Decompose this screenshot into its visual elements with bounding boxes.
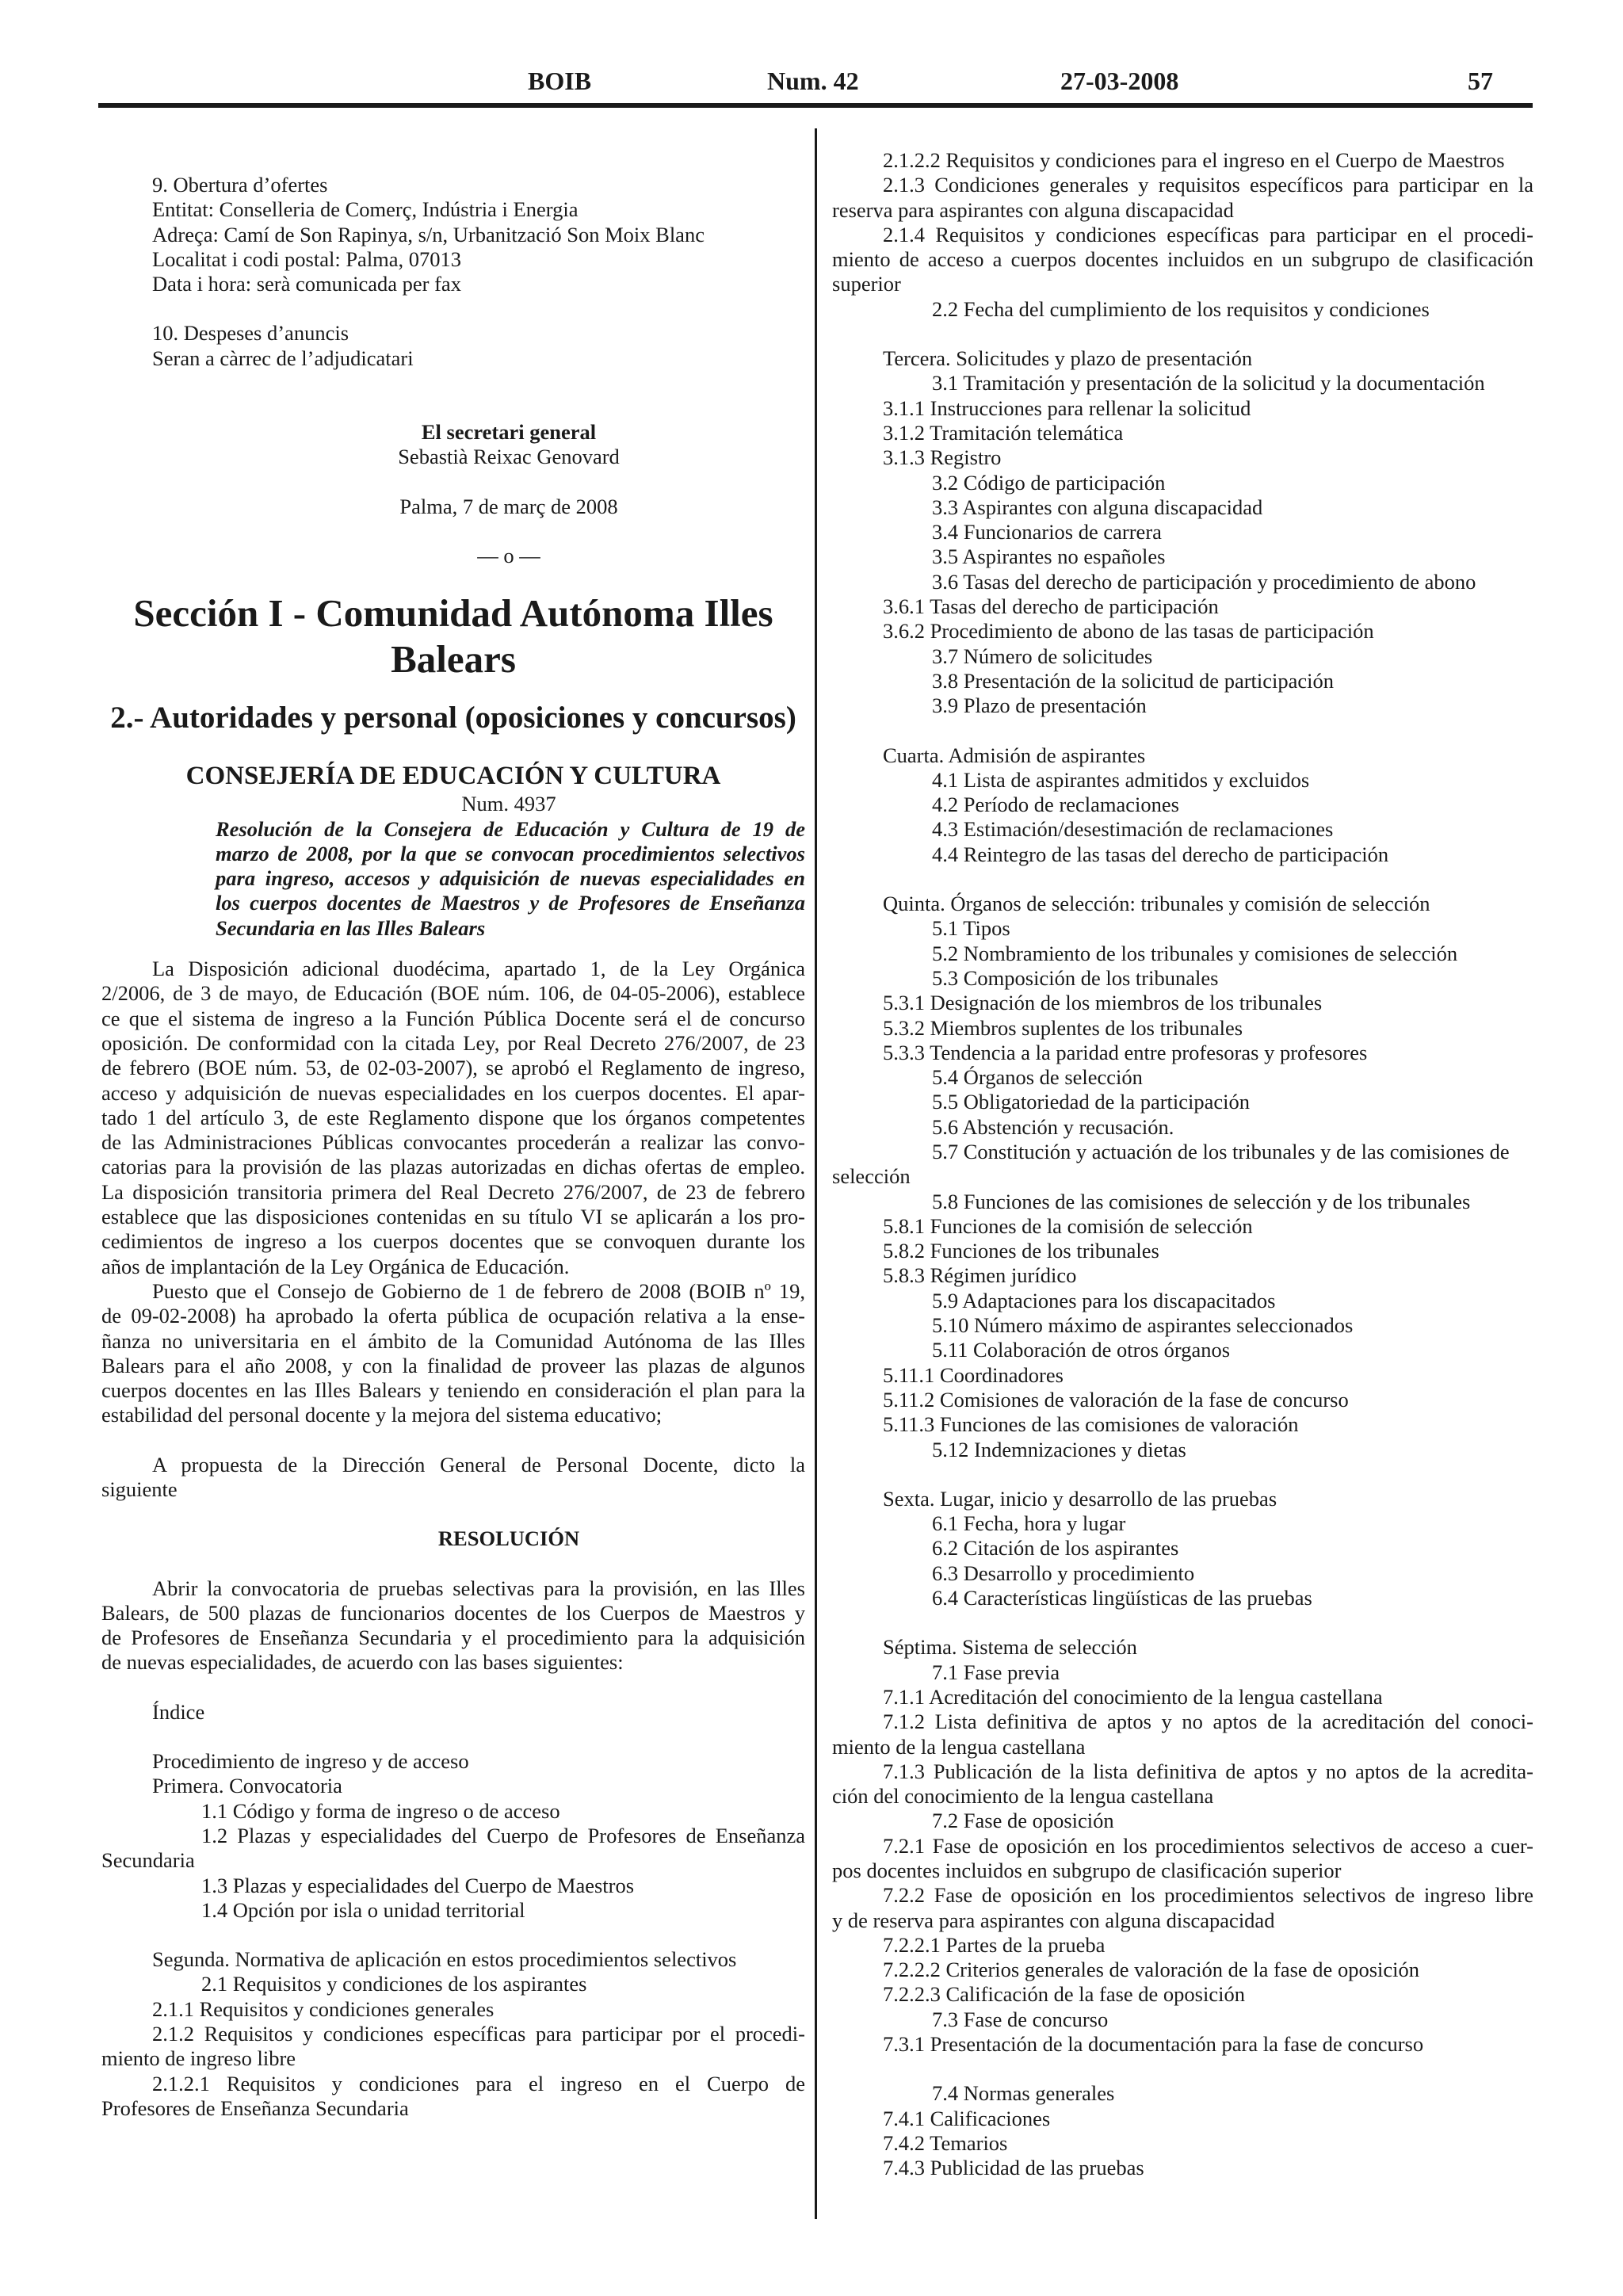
toc-item: Primera. Convocatoria <box>152 1774 342 1798</box>
place-date: Palma, 7 de març de 2008 <box>399 494 618 518</box>
signer-name: Sebastià Reixac Genovard <box>398 445 620 469</box>
paragraph-line: años de implantación de la Ley Orgánica de Educación. <box>101 1254 570 1278</box>
toc-item: 7.1.2 Lista definitiva de aptos y no aptos de la acreditación del conoci- <box>883 1710 1533 1734</box>
toc-item: 5.11.1 Coordinadores <box>883 1362 1064 1387</box>
despeses-line: 10. Despeses d’anuncis <box>152 321 349 346</box>
toc-item: 7.1 Fase previa <box>932 1660 1060 1684</box>
toc-item: 1.4 Opción por isla o unidad territorial <box>201 1897 525 1922</box>
issue-date: 27-03-2008 <box>1060 67 1179 95</box>
column-divider <box>815 128 817 2219</box>
toc-item: 1.1 Código y forma de ingreso o de acceso <box>201 1798 560 1823</box>
section-title-line: Balears <box>391 637 516 682</box>
signer-title: El secretari general <box>421 420 597 445</box>
toc-item: 2.1.2 Requisitos y condiciones específicas para participar por el procedi- <box>152 2022 805 2046</box>
toc-item: 5.3.3 Tendencia a la paridad entre profesoras y profesores <box>883 1040 1368 1064</box>
paragraph-line: A propuesta de la Dirección General de Personal Docente, dicto la <box>152 1452 805 1477</box>
toc-item: 2.1.1 Requisitos y condiciones generales <box>152 1996 495 2021</box>
toc-item: 3.6 Tasas del derecho de participación y procedimiento de abono <box>932 569 1476 594</box>
section-title <box>101 590 805 682</box>
toc-item: 3.5 Aspirantes no españoles <box>932 544 1166 569</box>
toc-item: 7.2.2.1 Partes de la prueba <box>883 1932 1106 1957</box>
toc-item: pos docentes incluidos en subgrupo de clasificación superior <box>832 1859 1342 1882</box>
paragraph-line: de las Administraciones Públicas convocantes procederán a realizar las convo- <box>101 1130 805 1155</box>
consejeria-heading: CONSEJERÍA DE EDUCACIÓN Y CULTURA <box>185 762 721 791</box>
spacer <box>832 322 1533 346</box>
issue-number: Num. 42 <box>767 67 859 95</box>
toc-item: 3.8 Presentación de la solicitud de participación <box>932 668 1335 693</box>
paragraph-line: Balears para el año 2008, y con la finalidad de proveer las plazas de algunos <box>101 1353 805 1377</box>
toc-item: miento de la lengua castellana <box>832 1734 1086 1759</box>
paragraph-2 <box>101 1279 805 1428</box>
paragraph-line: de nuevas especialidades, de acuerdo con las bases siguientes: <box>101 1650 624 1675</box>
section-subtitle: 2.- Autoridades y personal (oposiciones y concursos) <box>110 701 796 735</box>
toc-item: 5.3.1 Designación de los miembros de los tribunales <box>883 991 1323 1015</box>
toc-item: 7.4.2 Temarios <box>883 2130 1008 2155</box>
toc-item: 4.4 Reintegro de las tasas del derecho de participación <box>932 842 1389 866</box>
paragraph-line: Abrir la convocatoria de pruebas selectivas para la provisión, en las Illes <box>152 1576 805 1600</box>
toc-item: 2.1.4 Requisitos y condiciones específicas para participar en el procedi- <box>883 222 1533 246</box>
toc-item: 3.6.2 Procedimiento de abono de las tasas de participación <box>883 619 1374 644</box>
ofertes-line: 9. Obertura d’ofertes <box>152 173 328 197</box>
paragraph-1 <box>101 957 805 1279</box>
paragraph-line: oposición. De conformidad con la citada Ley, por Real Decreto 276/2007, de 23 <box>101 1030 805 1055</box>
toc-item: Secundaria <box>101 1848 195 1873</box>
toc-item: 5.8.1 Funciones de la comisión de selección <box>883 1213 1253 1238</box>
toc-item: 5.8 Funciones de las comisiones de selección y de los tribunales <box>932 1189 1471 1213</box>
ofertes-line: Adreça: Camí de Son Rapinya, s/n, Urbanització Son Moix Blanc <box>152 222 705 246</box>
toc-item: 5.11.3 Funciones de las comisiones de valoración <box>883 1412 1299 1437</box>
ofertes-block <box>101 173 805 296</box>
toc-item: Procedimiento de ingreso y de acceso <box>152 1749 469 1774</box>
toc-item: 5.7 Constitución y actuación de los tribunales y de las comisiones de <box>932 1139 1510 1163</box>
toc-item: 7.2 Fase de oposición <box>932 1809 1114 1833</box>
toc-item: 1.3 Plazas y especialidades del Cuerpo de Maestros <box>201 1873 635 1897</box>
toc-item: superior <box>832 272 901 296</box>
despeses-block <box>101 321 805 371</box>
toc-item: 2.1.2.2 Requisitos y condiciones para el ingreso en el Cuerpo de Maestros <box>883 148 1505 172</box>
toc-item: 5.5 Obligatoriedad de la participación <box>932 1090 1251 1114</box>
toc-item: 3.9 Plazo de presentación <box>932 693 1147 718</box>
toc-item: 7.2.2.2 Criterios generales de valoración de la fase de oposición <box>883 1958 1419 1982</box>
toc-item: 4.1 Lista de aspirantes admitidos y excluidos <box>932 767 1310 792</box>
toc-item: 7.3.1 Presentación de la documentación para la fase de concurso <box>883 2032 1424 2057</box>
resolution-summary <box>101 817 805 941</box>
toc-item: 5.3.2 Miembros suplentes de los tribunales <box>883 1015 1243 1040</box>
paragraph-line: tado 1 del artículo 3, de este Reglamento dispone que los órganos competentes <box>101 1105 805 1129</box>
summary-line: los cuerpos docentes de Maestros y de Profesores de Enseñanza <box>216 891 805 915</box>
index-heading: Índice <box>152 1699 205 1724</box>
toc-item: 5.11.2 Comisiones de valoración de la fase de concurso <box>883 1387 1349 1412</box>
spacer <box>832 2057 1533 2081</box>
toc-item: 5.12 Indemnizaciones y dietas <box>932 1437 1186 1461</box>
toc-item: 6.2 Citación de los aspirantes <box>932 1536 1179 1561</box>
announcement-number: Num. 4937 <box>461 792 556 816</box>
toc-item: 2.1.3 Condiciones generales y requisitos específicos para participar en la <box>883 173 1533 197</box>
toc-item: 7.1.3 Publicación de la lista definitiva de aptos y no aptos de la acredita- <box>883 1759 1533 1783</box>
summary-line: Resolución de la Consejera de Educación y Cultura de 19 de <box>216 816 805 841</box>
toc-item: 3.1.1 Instrucciones para rellenar la solicitud <box>883 395 1251 420</box>
toc-item: 2.2 Fecha del cumplimiento de los requisitos y condiciones <box>932 296 1430 321</box>
paragraph-line: 2/2006, de 3 de mayo, de Educación (BOE núm. 106, de 04-05-2006), establece <box>101 981 805 1006</box>
toc-item: 5.11 Colaboración de otros órganos <box>932 1338 1231 1362</box>
toc-item: 7.2.1 Fase de oposición en los procedimientos selectivos de acceso a cuer- <box>883 1833 1533 1858</box>
toc-item: Tercera. Solicitudes y plazo de presentación <box>883 346 1253 371</box>
spacer <box>832 867 1533 892</box>
summary-line: para ingreso, accesos y adquisición de nuevas especialidades en <box>216 866 805 891</box>
left-column <box>101 173 805 2121</box>
toc-item: 2.1 Requisitos y condiciones de los aspirantes <box>201 1972 587 1996</box>
toc-item: 3.4 Funcionarios de carrera <box>932 520 1162 544</box>
paragraph-line: Balears, de 500 plazas de funcionarios docentes de los Cuerpos de Maestros y <box>101 1600 805 1625</box>
toc-item: 7.2.2.3 Calificación de la fase de oposición <box>883 1982 1245 2007</box>
paragraph-line: La disposición transitoria primera del Real Decreto 276/2007, de 23 de febrero <box>101 1179 805 1204</box>
toc-item: ción del conocimiento de la lengua castellana <box>832 1784 1214 1809</box>
toc-item: Cuarta. Admisión de aspirantes <box>883 743 1146 767</box>
toc-left <box>101 1749 805 2121</box>
toc-item: selección <box>832 1164 911 1189</box>
spacer <box>832 1462 1533 1487</box>
toc-item: 2.1.2.1 Requisitos y condiciones para el ingreso en el Cuerpo de <box>152 2071 805 2095</box>
paragraph-line: estabilidad del personal docente y la mejora del sistema educativo; <box>101 1403 663 1427</box>
paragraph-line: de febrero (BOE núm. 53, de 02-03-2007), se aprobó el Reglamento de ingreso, <box>101 1056 805 1080</box>
toc-item: 6.1 Fecha, hora y lugar <box>932 1511 1126 1536</box>
toc-item: 4.3 Estimación/desestimación de reclamaciones <box>932 817 1334 842</box>
toc-item: 3.6.1 Tasas del derecho de participación <box>883 594 1219 619</box>
toc-item: 5.1 Tipos <box>932 916 1010 941</box>
toc-item: 5.2 Nombramiento de los tribunales y comisiones de selección <box>932 941 1458 965</box>
page-header <box>98 67 1533 101</box>
ofertes-line: Entitat: Conselleria de Comerç, Indústria i Energia <box>152 197 579 222</box>
ofertes-line: Data i hora: serà comunicada per fax <box>152 272 461 296</box>
toc-item: 5.8.2 Funciones de los tribunales <box>883 1239 1159 1263</box>
paragraph-line: cedimientos de ingreso a los cuerpos docentes que se convoquen durante los <box>101 1229 805 1254</box>
toc-item: 4.2 Período de reclamaciones <box>932 793 1179 817</box>
toc-item: 1.2 Plazas y especialidades del Cuerpo de Profesores de Enseñanza <box>201 1823 805 1847</box>
paragraph-line: establece que las disposiciones contenidas en su título VI se aplicarán a los pro- <box>101 1205 805 1229</box>
paragraph-line: siguiente <box>101 1477 178 1501</box>
toc-item: 6.4 Características lingüísticas de las pruebas <box>932 1586 1312 1610</box>
summary-line: marzo de 2008, por la que se convocan procedimientos selectivos <box>216 841 805 865</box>
separator: — o — <box>477 543 540 567</box>
toc-item: 5.3 Composición de los tribunales <box>932 965 1219 990</box>
toc-item: y de reserva para aspirantes con alguna discapacidad <box>832 1908 1275 1932</box>
despeses-line: Seran a càrrec de l’adjudicatari <box>152 346 414 370</box>
paragraph-line: cuerpos docentes en las Illes Balears y teniendo en consideración el plan para la <box>101 1378 805 1403</box>
toc-item: 7.3 Fase de concurso <box>932 2007 1109 2031</box>
toc-item: 5.9 Adaptaciones para los discapacitados <box>932 1288 1276 1312</box>
toc-item: 5.10 Número máximo de aspirantes seleccionados <box>932 1313 1354 1338</box>
paragraph-line: Puesto que el Consejo de Gobierno de 1 de febrero de 2008 (BOIB nº 19, <box>152 1278 805 1303</box>
toc-item: Séptima. Sistema de selección <box>883 1635 1137 1660</box>
paragraph-line: acceso y adquisición de nuevas especialidades en los cuerpos docentes. El apar- <box>101 1080 805 1105</box>
toc-item: Quinta. Órganos de selección: tribunales y comisión de selección <box>883 892 1430 916</box>
paragraph-line: de 09-02-2008) ha aprobado la oferta pública de ocupación relativa a la ense- <box>101 1304 805 1328</box>
toc-item: 7.4.3 Publicidad de las pruebas <box>883 2156 1144 2180</box>
header-rule <box>98 103 1533 108</box>
paragraph-line: de Profesores de Enseñanza Secundaria y el procedimiento para la adquisición <box>101 1626 805 1650</box>
journal-name: BOIB <box>528 67 592 95</box>
summary-line: Secundaria en las Illes Balears <box>216 915 486 940</box>
toc-item: miento de acceso a cuerpos docentes incluidos en un subgrupo de clasificación <box>832 247 1533 272</box>
paragraph-line: catorias para la provisión de las plazas autorizadas en dichas ofertas de empleo. <box>101 1155 805 1179</box>
paragraph-line: ce que el sistema de ingreso a la Función Pública Docente será el de concurso <box>101 1006 805 1030</box>
toc-item: reserva para aspirantes con alguna discapacidad <box>832 197 1234 222</box>
resolucion-heading: RESOLUCIÓN <box>437 1526 580 1551</box>
paragraph-4 <box>101 1576 805 1675</box>
toc-item: 7.1.1 Acreditación del conocimiento de la lengua castellana <box>883 1684 1383 1709</box>
toc-item: 5.6 Abstención y recusación. <box>932 1114 1174 1139</box>
paragraph-line: La Disposición adicional duodécima, apartado 1, de la Ley Orgánica <box>152 957 805 981</box>
toc-item: 3.2 Código de participación <box>932 470 1166 495</box>
toc-item: 3.1 Tramitación y presentación de la solicitud y la documentación <box>932 371 1485 395</box>
toc-item: Sexta. Lugar, inicio y desarrollo de las pruebas <box>883 1486 1277 1511</box>
toc-item: 3.7 Número de solicitudes <box>932 644 1153 668</box>
ofertes-line: Localitat i codi postal: Palma, 07013 <box>152 246 462 271</box>
paragraph-3 <box>101 1453 805 1503</box>
toc-item: 6.3 Desarrollo y procedimiento <box>932 1561 1195 1585</box>
spacer <box>832 719 1533 743</box>
toc-item: 3.3 Aspirantes con alguna discapacidad <box>932 495 1263 519</box>
spacer <box>832 1610 1533 1635</box>
right-column <box>832 148 1533 2181</box>
toc-item: 5.8.3 Régimen jurídico <box>883 1263 1077 1288</box>
toc-item: miento de ingreso libre <box>101 2046 296 2071</box>
toc-item: 7.4 Normas generales <box>932 2081 1115 2106</box>
toc-item: Segunda. Normativa de aplicación en estos procedimientos selectivos <box>152 1947 737 1972</box>
paragraph-line: ñanza no universitaria en el ámbito de la Comunidad Autónoma de las Illes <box>101 1328 805 1353</box>
toc-item: Profesores de Enseñanza Secundaria <box>101 2095 409 2120</box>
toc-item: 7.2.2 Fase de oposición en los procedimientos selectivos de ingreso libre <box>883 1883 1533 1908</box>
toc-item: 5.4 Órganos de selección <box>932 1065 1143 1090</box>
toc-item: 7.4.1 Calificaciones <box>883 2106 1051 2130</box>
toc-item: 3.1.3 Registro <box>883 445 1002 470</box>
section-title-line: Sección I - Comunidad Autónoma Illes <box>133 591 773 636</box>
toc-item: 3.1.2 Tramitación telemática <box>883 420 1124 445</box>
page-number: 57 <box>1468 67 1493 95</box>
